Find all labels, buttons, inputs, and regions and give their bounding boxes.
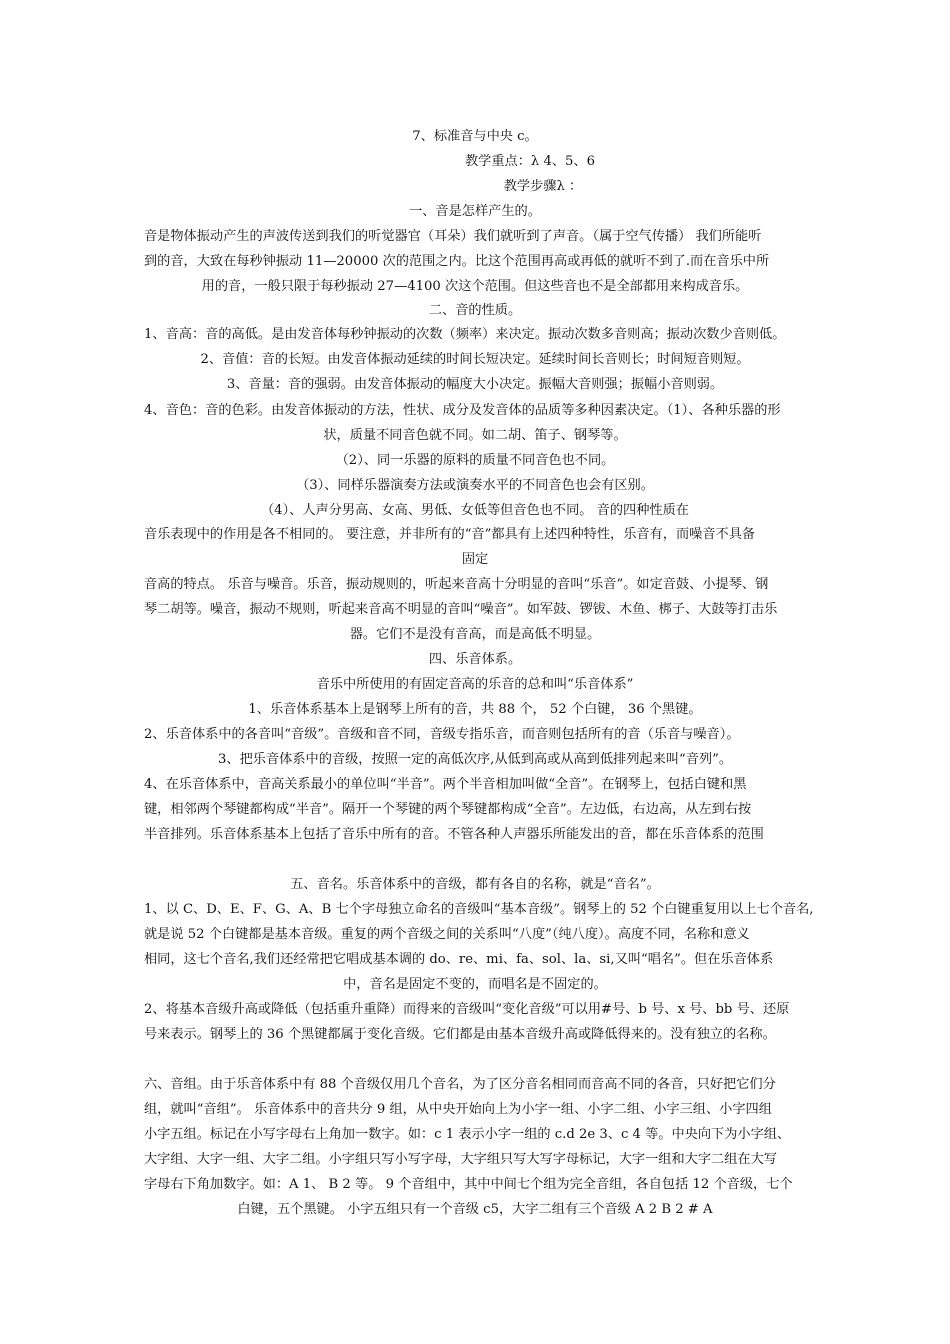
text-line: 大字组、大字一组、大字二组。小字组只写小写字母，大字组只写大写字母标记，大字一组和大字二组在大写: [144, 1152, 777, 1167]
text-line: 音乐表现中的作用是各不相同的。 要注意，并非所有的“音”都具有上述四种特性，乐音有，而噪音不具备: [144, 527, 756, 542]
text-line: 音高的特点。 乐音与噪音。乐音，振动规则的，听起来音高十分明显的音叫“乐音”。如定音鼓、小提琴、钢: [144, 577, 769, 592]
section-heading: 一、音是怎样产生的。: [409, 204, 541, 219]
text-line: 中，音名是固定不变的，而唱名是不固定的。: [343, 977, 607, 992]
text-line: 字母右下角加数字。如：A 1、 B 2 等。 9 个音组中，其中中间七个组为完全音组，各自包括 12 个音级，七个: [144, 1177, 793, 1192]
text-line: 2、乐音体系中的各音叫“音级”。音级和音不同，音级专指乐音，而音则包括所有的音（乐音与噪音）。: [144, 727, 740, 742]
text-line: 3、音量：音的强弱。由发音体振动的幅度大小决定。振幅大音则强；振幅小音则弱。: [226, 377, 724, 392]
text-line: 相同，这七个音名,我们还经常把它唱成基本调的 do、re、mi、fa、sol、la、si,又叫“唱名”。但在乐音体系: [144, 952, 774, 967]
section-heading: 四、乐音体系。: [428, 652, 522, 667]
text-line: 4、音色：音的色彩。由发音体振动的方法，性状、成分及发音体的品质等多种因素决定。（1）、各种乐器的形: [144, 403, 781, 418]
text-line: 1、乐音体系基本上是钢琴上所有的音，共 88 个， 52 个白键， 36 个黑键。: [248, 702, 702, 717]
text-line: 小字五组。标记在小写字母右上角加一数字。如：c 1 表示小字一组的 c.d 2e 3、c 4 等。中央向下为小字组、: [144, 1127, 791, 1142]
text-line: 音是物体振动产生的声波传送到我们的听觉器官（耳朵）我们就听到了声音。（属于空气传播） 我们所能听: [144, 229, 762, 244]
text-line: 2、音值：音的长短。由发音体振动延续的时间长短决定。延续时间长音则长；时间短音则短。: [200, 352, 750, 367]
text-line: 状，质量不同音色就不同。如二胡、笛子、钢琴等。: [323, 428, 627, 443]
text-line: 音乐中所使用的有固定音高的乐音的总和叫“乐音体系”: [316, 677, 634, 692]
text-line: 白键，五个黑键。 小字五组只有一个音级 c5，大字二组有三个音级 A 2 B 2 # A: [237, 1202, 713, 1217]
text-line: 教学步骤λ ：: [503, 179, 583, 194]
text-line: 4、在乐音体系中，音高关系最小的单位叫“半音”。两个半音相加叫做“全音”。在钢琴上，包括白键和黑: [144, 777, 747, 792]
text-line: 7、标准音与中央 c。: [412, 129, 538, 144]
text-line: 就是说 52 个白键都是基本音级。重复的两个音级之间的关系叫“八度”（纯八度）。高度不同，名称和意义: [144, 927, 750, 942]
text-line: 组，就叫“音组”。 乐音体系中的音共分 9 组，从中央开始向上为小字一组、小字二组、小字三组、小字四组: [144, 1102, 772, 1117]
text-line: 用的音，一般只限于每秒振动 27—4100 次这个范围。但这些音也不是全部都用来构成音乐。: [201, 279, 749, 294]
text-line: 到的音，大致在每秒钟振动 11—20000 次的范围之内。比这个范围再高或再低的就听不到了.而在音乐中所: [144, 254, 770, 269]
section-heading: 六、音组。由于乐音体系中有 88 个音级仅用几个音名，为了区分音名相同而音高不同的各音，只好把它们分: [144, 1077, 776, 1092]
text-line: 1、以 C、D、E、F、G、A、B 七个字母独立命名的音级叫“基本音级”。钢琴上的 52 个白键重复用以上七个音名,: [144, 902, 814, 917]
text-line: （3）、同样乐器演奏方法或演奏水平的不同音色也会有区别。: [296, 478, 654, 493]
text-line: 琴二胡等。噪音，振动不规则，听起来音高不明显的音叫“噪音”。如军鼓、锣钹、木鱼、梆子、大鼓等打击乐: [144, 602, 778, 617]
text-line: 号来表示。钢琴上的 36 个黑键都属于变化音级。它们都是由基本音级升高或降低得来的。没有独立的名称。: [144, 1027, 776, 1042]
text-line: 教学重点：λ 4、5、6: [464, 154, 596, 169]
text-line: 器。它们不是没有音高，而是高低不明显。: [349, 627, 601, 642]
text-line: 半音排列。乐音体系基本上包括了音乐中所有的音。不管各种人声器乐所能发出的音，都在乐音体系的范围: [144, 827, 764, 842]
text-line: 2、将基本音级升高或降低（包括重升重降）而得来的音级叫“变化音级”可以用#号、b 号、x 号、bb 号、还原: [144, 1002, 790, 1017]
section-heading: 二、音的性质。: [428, 303, 522, 318]
text-line: （2）、同一乐器的原料的质量不同音色也不同。: [335, 453, 615, 468]
text-line: （4）、人声分男高、女高、男低、女低等但音色也不同。 音的四种性质在: [261, 503, 689, 518]
text-line: 1、音高：音的高低。是由发音体每秒钟振动的次数（频率）来决定。振动次数多音则高；振动次数少音则低。: [144, 327, 786, 342]
text-line: 3、把乐音体系中的音级，按照一定的高低次序,从低到高或从高到低排列起来叫“音列”。: [218, 752, 732, 767]
text-line: 固定: [461, 552, 489, 567]
text-line: 键，相邻两个琴键都构成“半音”。隔开一个琴键的两个琴键都构成“全音”。左边低，右边高，从左到右按: [144, 802, 752, 817]
section-heading: 五、音名。乐音体系中的音级，都有各自的名称，就是“音名”。: [290, 877, 660, 892]
